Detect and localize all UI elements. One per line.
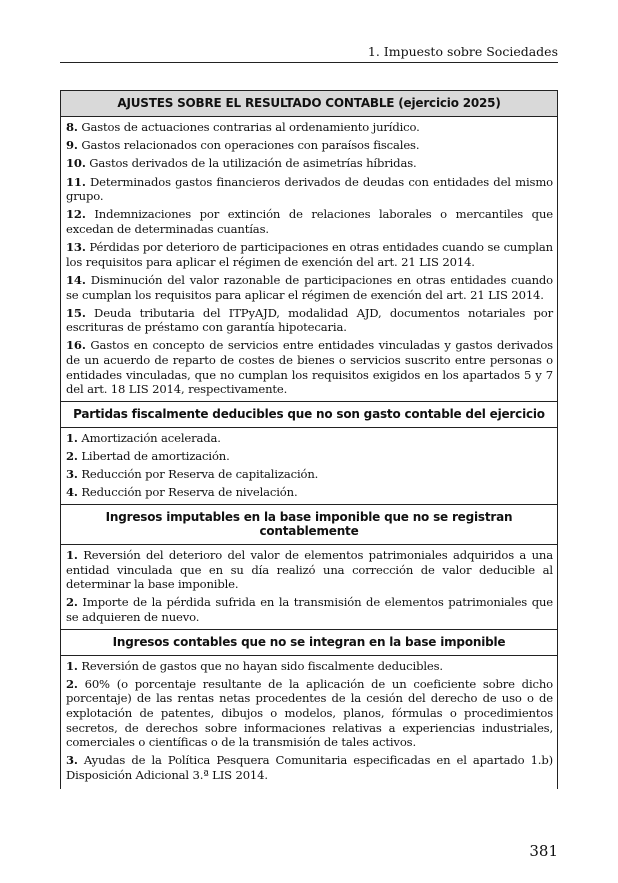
running-header: 1. Impuesto sobre Sociedades <box>367 44 558 59</box>
list-item <box>66 120 553 135</box>
item-number: 1. <box>66 430 78 445</box>
list-item <box>66 677 553 750</box>
section-heading-deducibles: Partidas fiscalmente deducibles que no son gasto contable del ejercicio <box>61 402 557 428</box>
header-rule <box>60 62 558 63</box>
item-text: Gastos de actuaciones contrarias al ordenamiento jurídico. <box>77 120 420 134</box>
item-number: 1. <box>66 548 78 562</box>
list-item <box>66 240 553 269</box>
list-item <box>66 449 553 464</box>
section-body-ajustes <box>61 117 557 402</box>
item-text: Gastos derivados de la utilización de asimetrías híbridas. <box>85 156 417 171</box>
item-text: Deuda tributaria del ITPyAJD, modalidad AJD, documentos notariales por escrituras de préstamo con garantía hipotecaria. <box>66 305 553 335</box>
list-item <box>66 753 553 782</box>
item-text: Libertad de amortización. <box>77 449 230 464</box>
item-number: 2. <box>66 595 78 610</box>
item-number: 2. <box>66 676 78 691</box>
list-item <box>66 467 553 482</box>
item-number: 15. <box>66 305 86 320</box>
list-item <box>66 138 553 153</box>
item-number: 2. <box>66 449 78 464</box>
section-heading-ingresos-contables: Ingresos contables que no se integran en la base imponible <box>61 630 557 656</box>
section-heading-ajustes: AJUSTES SOBRE EL RESULTADO CONTABLE (ejercicio 2025) <box>61 91 557 117</box>
item-number: 11. <box>66 174 86 189</box>
item-text: Importe de la pérdida sufrida en la transmisión de elementos patrimoniales que se adquieren de nuevo. <box>66 595 553 624</box>
item-number: 4. <box>66 485 78 500</box>
item-text: Determinados gastos financieros derivados de deudas con entidades del mismo grupo. <box>66 174 553 204</box>
item-text: Reversión de gastos que no hayan sido fiscalmente deducibles. <box>77 658 443 673</box>
list-item <box>66 175 553 204</box>
list-item <box>66 306 553 335</box>
section-heading-ingresos-imputables: Ingresos imputables en la base imponible que no se registran contablemente <box>61 505 557 545</box>
list-item <box>66 431 553 446</box>
item-text: Ayudas de la Política Pesquera Comunitaria especificadas en el apartado 1.b) Disposición Adicional 3.ª LIS 2014. <box>66 753 553 782</box>
item-text: Indemnizaciones por extinción de relaciones laborales o mercantiles que excedan de determinadas cuantías. <box>66 207 553 236</box>
list-item <box>66 659 553 674</box>
item-text: Disminución del valor razonable de participaciones en otras entidades cuando se cumplan los requisitos para aplicar el régimen de exención del art. 21 LIS 2014. <box>66 272 553 302</box>
item-text: Reducción por Reserva de nivelación. <box>77 485 298 500</box>
item-number: 3. <box>66 467 78 482</box>
item-text: Gastos en concepto de servicios entre entidades vinculadas y gastos derivados de un acuerdo de reparto de costes de bienes o servicios suscrito entre personas o entidades vinculadas, que no cumplan los requisitos exigidos en los apartados 5 y 7 del art. 18 LIS 2014, respectivamente. <box>66 338 553 397</box>
item-number: 9. <box>66 138 78 153</box>
item-number: 12. <box>66 207 86 222</box>
list-item <box>66 548 553 592</box>
item-text: 60% (o porcentaje resultante de la aplicación de un coeficiente sobre dicho porcentaje) de las rentas netas procedentes de la cesión del derecho de uso o de explotación de patentes, dibujos o modelos, planos, fórmulas o procedimientos secretos, de derechos sobre informaciones relativas a experiencias industriales, comerciales o científicas o de la transmisión de tales activos. <box>66 676 553 750</box>
item-text: Pérdidas por deterioro de participaciones en otras entidades cuando se cumplan los requisitos para aplicar el régimen de exención del art. 21 LIS 2014. <box>66 240 553 269</box>
item-text: Reversión del deterioro del valor de elementos patrimoniales adquiridos a una entidad vinculada que en su día realizó una corrección de valor deducible al determinar la base imponible. <box>66 548 553 592</box>
list-item <box>66 338 553 396</box>
item-number: 13. <box>66 240 86 255</box>
list-item <box>66 156 553 171</box>
list-item <box>66 273 553 302</box>
page-number: 381 <box>529 842 558 860</box>
item-text: Gastos relacionados con operaciones con paraísos fiscales. <box>77 138 420 153</box>
section-body-deducibles <box>61 428 557 505</box>
item-text: Amortización acelerada. <box>77 430 221 445</box>
list-item <box>66 595 553 624</box>
list-item <box>66 207 553 236</box>
item-number: 1. <box>66 658 78 673</box>
adjustments-table <box>60 90 558 789</box>
item-number: 16. <box>66 338 86 353</box>
item-text: Reducción por Reserva de capitalización. <box>77 467 319 482</box>
item-number: 3. <box>66 753 78 768</box>
item-number: 14. <box>66 272 86 287</box>
item-number: 8. <box>66 120 78 134</box>
section-body-ingresos-imputables <box>61 545 557 630</box>
item-number: 10. <box>66 156 86 171</box>
section-body-ingresos-contables <box>61 656 557 789</box>
list-item <box>66 485 553 500</box>
